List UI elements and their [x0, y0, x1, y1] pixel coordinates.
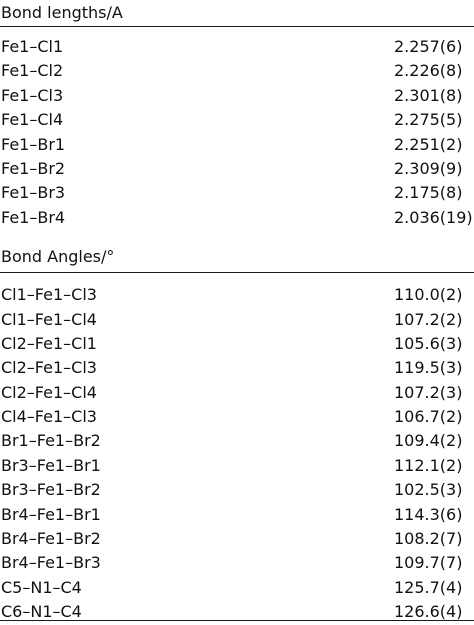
bond-label: Fe1–Cl1	[1, 37, 64, 56]
table-row	[0, 405, 474, 429]
table-bottom-rule	[0, 620, 474, 621]
table-row	[0, 308, 474, 332]
table-row	[0, 157, 474, 181]
angle-label: Br4–Fe1–Br3	[1, 553, 101, 573]
angle-label: Cl4–Fe1–Cl3	[1, 407, 97, 427]
angle-value: 114.3(6)	[394, 504, 463, 524]
bond-value: 2.036(19)	[394, 207, 473, 227]
angle-value: 105.6(3)	[394, 333, 463, 353]
table-row	[0, 84, 474, 108]
angle-value: 107.2(3)	[394, 382, 463, 402]
table-row	[0, 503, 474, 527]
bond-label: Fe1–Br2	[1, 158, 66, 178]
angle-value: 119.5(3)	[394, 358, 463, 378]
table-row	[0, 206, 474, 230]
table-row	[0, 429, 474, 453]
angle-value: 106.7(2)	[394, 407, 463, 427]
bond-angles-title: Bond Angles/°	[1, 247, 115, 267]
angle-value: 126.6(4)	[394, 602, 463, 622]
bond-label: Fe1–Cl2	[1, 61, 64, 81]
bond-value: 2.226(8)	[394, 61, 463, 81]
angle-value: 108.2(7)	[394, 529, 463, 549]
table-row	[0, 381, 474, 405]
bond-value: 2.309(9)	[394, 158, 463, 178]
angle-label: C5–N1–C4	[1, 577, 82, 597]
table-row	[0, 576, 474, 600]
angle-label: Br1–Fe1–Br2	[1, 431, 101, 451]
bond-label: Fe1–Cl3	[1, 85, 64, 105]
angle-label: Br4–Fe1–Br1	[1, 504, 101, 524]
angle-label: C6–N1–C4	[1, 602, 82, 622]
table-row	[0, 527, 474, 551]
angle-label: Br3–Fe1–Br1	[1, 455, 101, 475]
bond-value: 2.301(8)	[394, 85, 463, 105]
table-row	[0, 35, 474, 59]
angle-value: 102.5(3)	[394, 480, 463, 500]
section-gap	[0, 230, 474, 242]
table-row	[0, 551, 474, 575]
angle-value: 107.2(2)	[394, 309, 463, 329]
angle-value: 125.7(4)	[394, 577, 463, 597]
table-row	[0, 59, 474, 83]
bond-lengths-title: Bond lengths/A	[1, 3, 123, 22]
angle-label: Cl2–Fe1–Cl1	[1, 333, 97, 353]
table-row	[0, 181, 474, 205]
bond-value: 2.175(8)	[394, 183, 463, 203]
table-row	[0, 133, 474, 157]
angle-value: 109.4(2)	[394, 431, 463, 451]
angle-value: 112.1(2)	[394, 455, 463, 475]
bond-value: 2.257(6)	[394, 37, 463, 56]
angle-value: 109.7(7)	[394, 553, 463, 573]
bond-label: Fe1–Br3	[1, 183, 66, 203]
table-row	[0, 332, 474, 356]
bond-angles-rows	[0, 273, 474, 624]
bond-value: 2.275(5)	[394, 110, 463, 130]
table-row	[0, 454, 474, 478]
bond-value: 2.251(2)	[394, 134, 463, 154]
bond-label: Fe1–Br1	[1, 134, 66, 154]
table-row	[0, 108, 474, 132]
table-row	[0, 356, 474, 380]
angle-label: Cl2–Fe1–Cl3	[1, 358, 97, 378]
table-row	[0, 283, 474, 307]
angle-label: Cl1–Fe1–Cl4	[1, 309, 97, 329]
bond-label: Fe1–Br4	[1, 207, 66, 227]
angle-label: Cl2–Fe1–Cl4	[1, 382, 97, 402]
angle-label: Cl1–Fe1–Cl3	[1, 285, 97, 305]
angle-label: Br4–Fe1–Br2	[1, 529, 101, 549]
table-row	[0, 478, 474, 502]
bond-lengths-rows	[0, 27, 474, 230]
angle-label: Br3–Fe1–Br2	[1, 480, 101, 500]
bond-label: Fe1–Cl4	[1, 110, 64, 130]
angle-value: 110.0(2)	[394, 285, 463, 305]
